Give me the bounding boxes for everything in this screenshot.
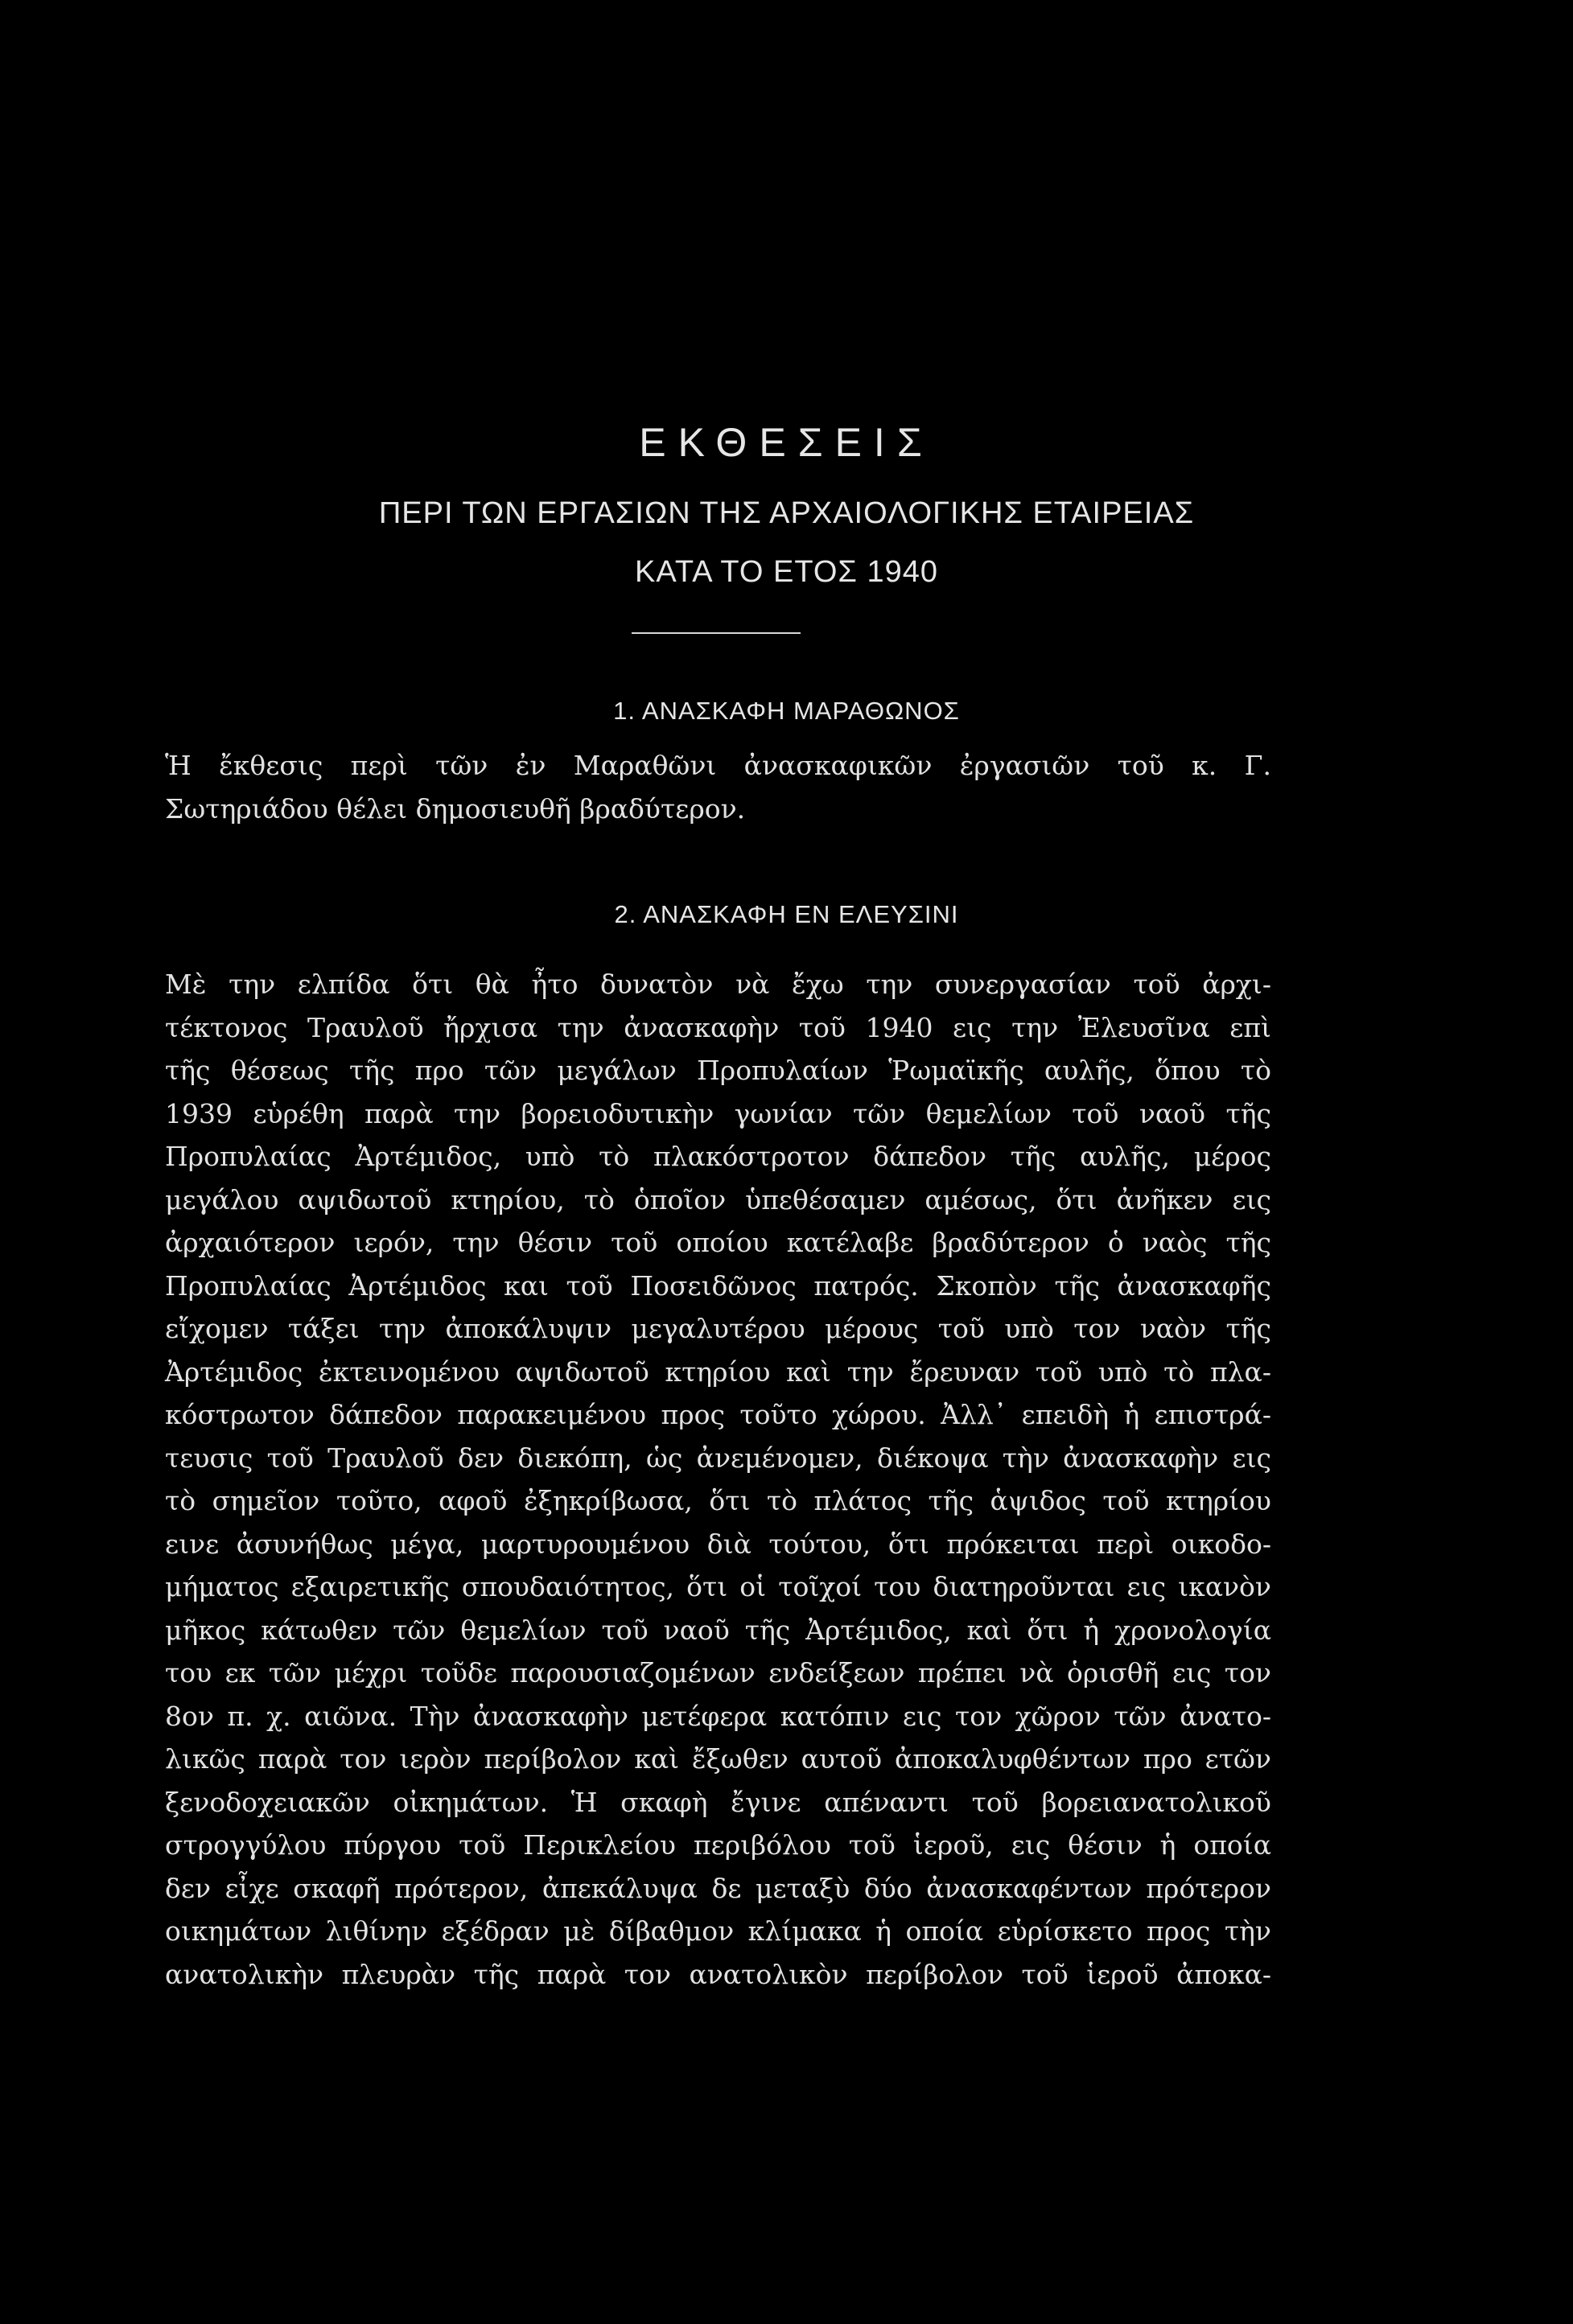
- text-line: μῆκος κάτωθεν τῶν θεμελίων τοῦ ναοῦ τῆς Ἀρτέμιδος, καὶ ὅτι ἡ χρονολογία: [165, 1614, 1271, 1646]
- page-subtitle: ΠΕΡΙ ΤΩΝ ΕΡΓΑΣΙΩΝ ΤΗΣ ΑΡΧΑΙΟΛΟΓΙΚΗΣ ΕΤΑΙΡΕΙΑΣ: [378, 496, 1195, 530]
- divider-rule: [632, 632, 801, 634]
- text-line: ξενοδοχειακῶν οἰκημάτων. Ἡ σκαφὴ ἔγινε απέναντι τοῦ βορειανατολικοῦ: [165, 1786, 1271, 1818]
- text-line: τευσις τοῦ Τραυλοῦ δεν διεκόπη, ὡς ἀνεμένομεν, διέκοψα τὴν ἀνασκαφὴν εις: [165, 1442, 1271, 1474]
- text-line: 1939 εὑρέθη παρὰ την βορειοδυτικὴν γωνίαν τῶν θεμελίων τοῦ ναοῦ τῆς: [165, 1097, 1271, 1129]
- text-line: ανατολικὴν πλευρὰν τῆς παρὰ τον ανατολικὸν περίβολον τοῦ ἱεροῦ ἀποκα-: [165, 1958, 1271, 1990]
- section-paragraph-marathon: [165, 744, 1271, 830]
- text-line: δεν εἶχε σκαφῆ πρότερον, ἀπεκάλυψα δε μεταξὺ δύο ἀνασκαφέντων πρότερον: [165, 1872, 1271, 1904]
- text-line: Ἀρτέμιδος ἐκτεινομένου αψιδωτοῦ κτηρίου καὶ την ἔρευναν τοῦ υπὸ τὸ πλα-: [165, 1355, 1271, 1388]
- text-line: Προπυλαίας Ἀρτέμιδος και τοῦ Ποσειδῶνος πατρός. Σκοπὸν τῆς ἀνασκαφῆς: [165, 1269, 1271, 1302]
- page-title: ΕΚΘΕΣΕΙΣ: [639, 420, 934, 465]
- text-line: Προπυλαίας Ἀρτέμιδος, υπὸ τὸ πλακόστροτον δάπεδον τῆς αυλῆς, μέρος: [165, 1141, 1271, 1172]
- text-line: εἴχομεν τάξει την ἀποκάλυψιν μεγαλυτέρου μέρους τοῦ υπὸ τον ναὸν τῆς: [165, 1313, 1271, 1344]
- text-line: μεγάλου αψιδωτοῦ κτηρίου, τὸ ὁποῖον ὑπεθέσαμεν αμέσως, ὅτι ἀνῆκεν εις: [165, 1183, 1271, 1215]
- text-line: λικῶς παρὰ τον ιερὸν περίβολον καὶ ἔξωθεν αυτοῦ ἀποκαλυφθέντων προ ετῶν: [165, 1743, 1271, 1775]
- section-heading-eleusis: 2. ΑΝΑΣΚΑΦΗ ΕΝ ΕΛΕΥΣΙΝΙ: [614, 900, 959, 928]
- text-line: ἀρχαιότερον ιερόν, την θέσιν τοῦ οποίου κατέλαβε βραδύτερον ὁ ναὸς τῆς: [165, 1227, 1271, 1258]
- text-line: οικημάτων λιθίνην εξέδραν μὲ δίβαθμον κλίμακα ἡ οποία εὑρίσκετο προς τὴν: [165, 1915, 1271, 1947]
- text-line: 8ον π. χ. αιῶνα. Τὴν ἀνασκαφὴν μετέφερα κατόπιν εις τον χῶρον τῶν ἀνατο-: [165, 1700, 1271, 1732]
- text-line: τῆς θέσεως τῆς προ τῶν μεγάλων Προπυλαίων Ῥωμαϊκῆς αυλῆς, ὅπου τὸ: [165, 1055, 1271, 1086]
- text-line: μήματος εξαιρετικῆς σπουδαιότητος, ὅτι οἱ τοῖχοί του διατηροῦνται εις ικανὸν: [165, 1571, 1271, 1602]
- text-line: Μὲ την ελπίδα ὅτι θὰ ἦτο δυνατὸν νὰ ἔχω την συνεργασίαν τοῦ ἀρχι-: [165, 969, 1271, 1000]
- text-line: τέκτονος Τραυλοῦ ἤρχισα την ἀνασκαφὴν τοῦ 1940 εις την Ἐλευσῖνα επὶ: [165, 1011, 1271, 1043]
- year-line: ΚΑΤΑ ΤΟ ΕΤΟΣ 1940: [634, 555, 939, 589]
- text-line: του εκ τῶν μέχρι τοῦδε παρουσιαζομένων ενδείξεων πρέπει νὰ ὁρισθῆ εις τον: [165, 1657, 1271, 1688]
- text-line: κόστρωτον δάπεδον παρακειμένου προς τοῦτο χώρου. Ἀλλ᾿ επειδὴ ἡ επιστρά-: [165, 1399, 1271, 1430]
- text-line: Ἡ ἔκθεσις περὶ τῶν ἐν Μαραθῶνι ἀνασκαφικῶν ἐργασιῶν τοῦ κ. Γ.: [165, 750, 1271, 781]
- text-line: Σωτηριάδου θέλει δημοσιευθῆ βραδύτερον.: [165, 792, 746, 825]
- section-paragraph-eleusis: [165, 963, 1271, 1996]
- text-line: εινε ἀσυνήθως μέγα, μαρτυρουμένου διὰ τούτου, ὅτι πρόκειται περὶ οικοδο-: [165, 1528, 1271, 1560]
- text-line: στρογγύλου πύργου τοῦ Περικλείου περιβόλου τοῦ ἱεροῦ, εις θέσιν ἡ οποία: [165, 1829, 1271, 1861]
- section-heading-marathon: 1. ΑΝΑΣΚΑΦΗ ΜΑΡΑΘΩΝΟΣ: [613, 697, 960, 725]
- text-line: τὸ σημεῖον τοῦτο, αφοῦ ἐξηκρίβωσα, ὅτι τὸ πλάτος τῆς ἁψιδος τοῦ κτηρίου: [165, 1485, 1271, 1516]
